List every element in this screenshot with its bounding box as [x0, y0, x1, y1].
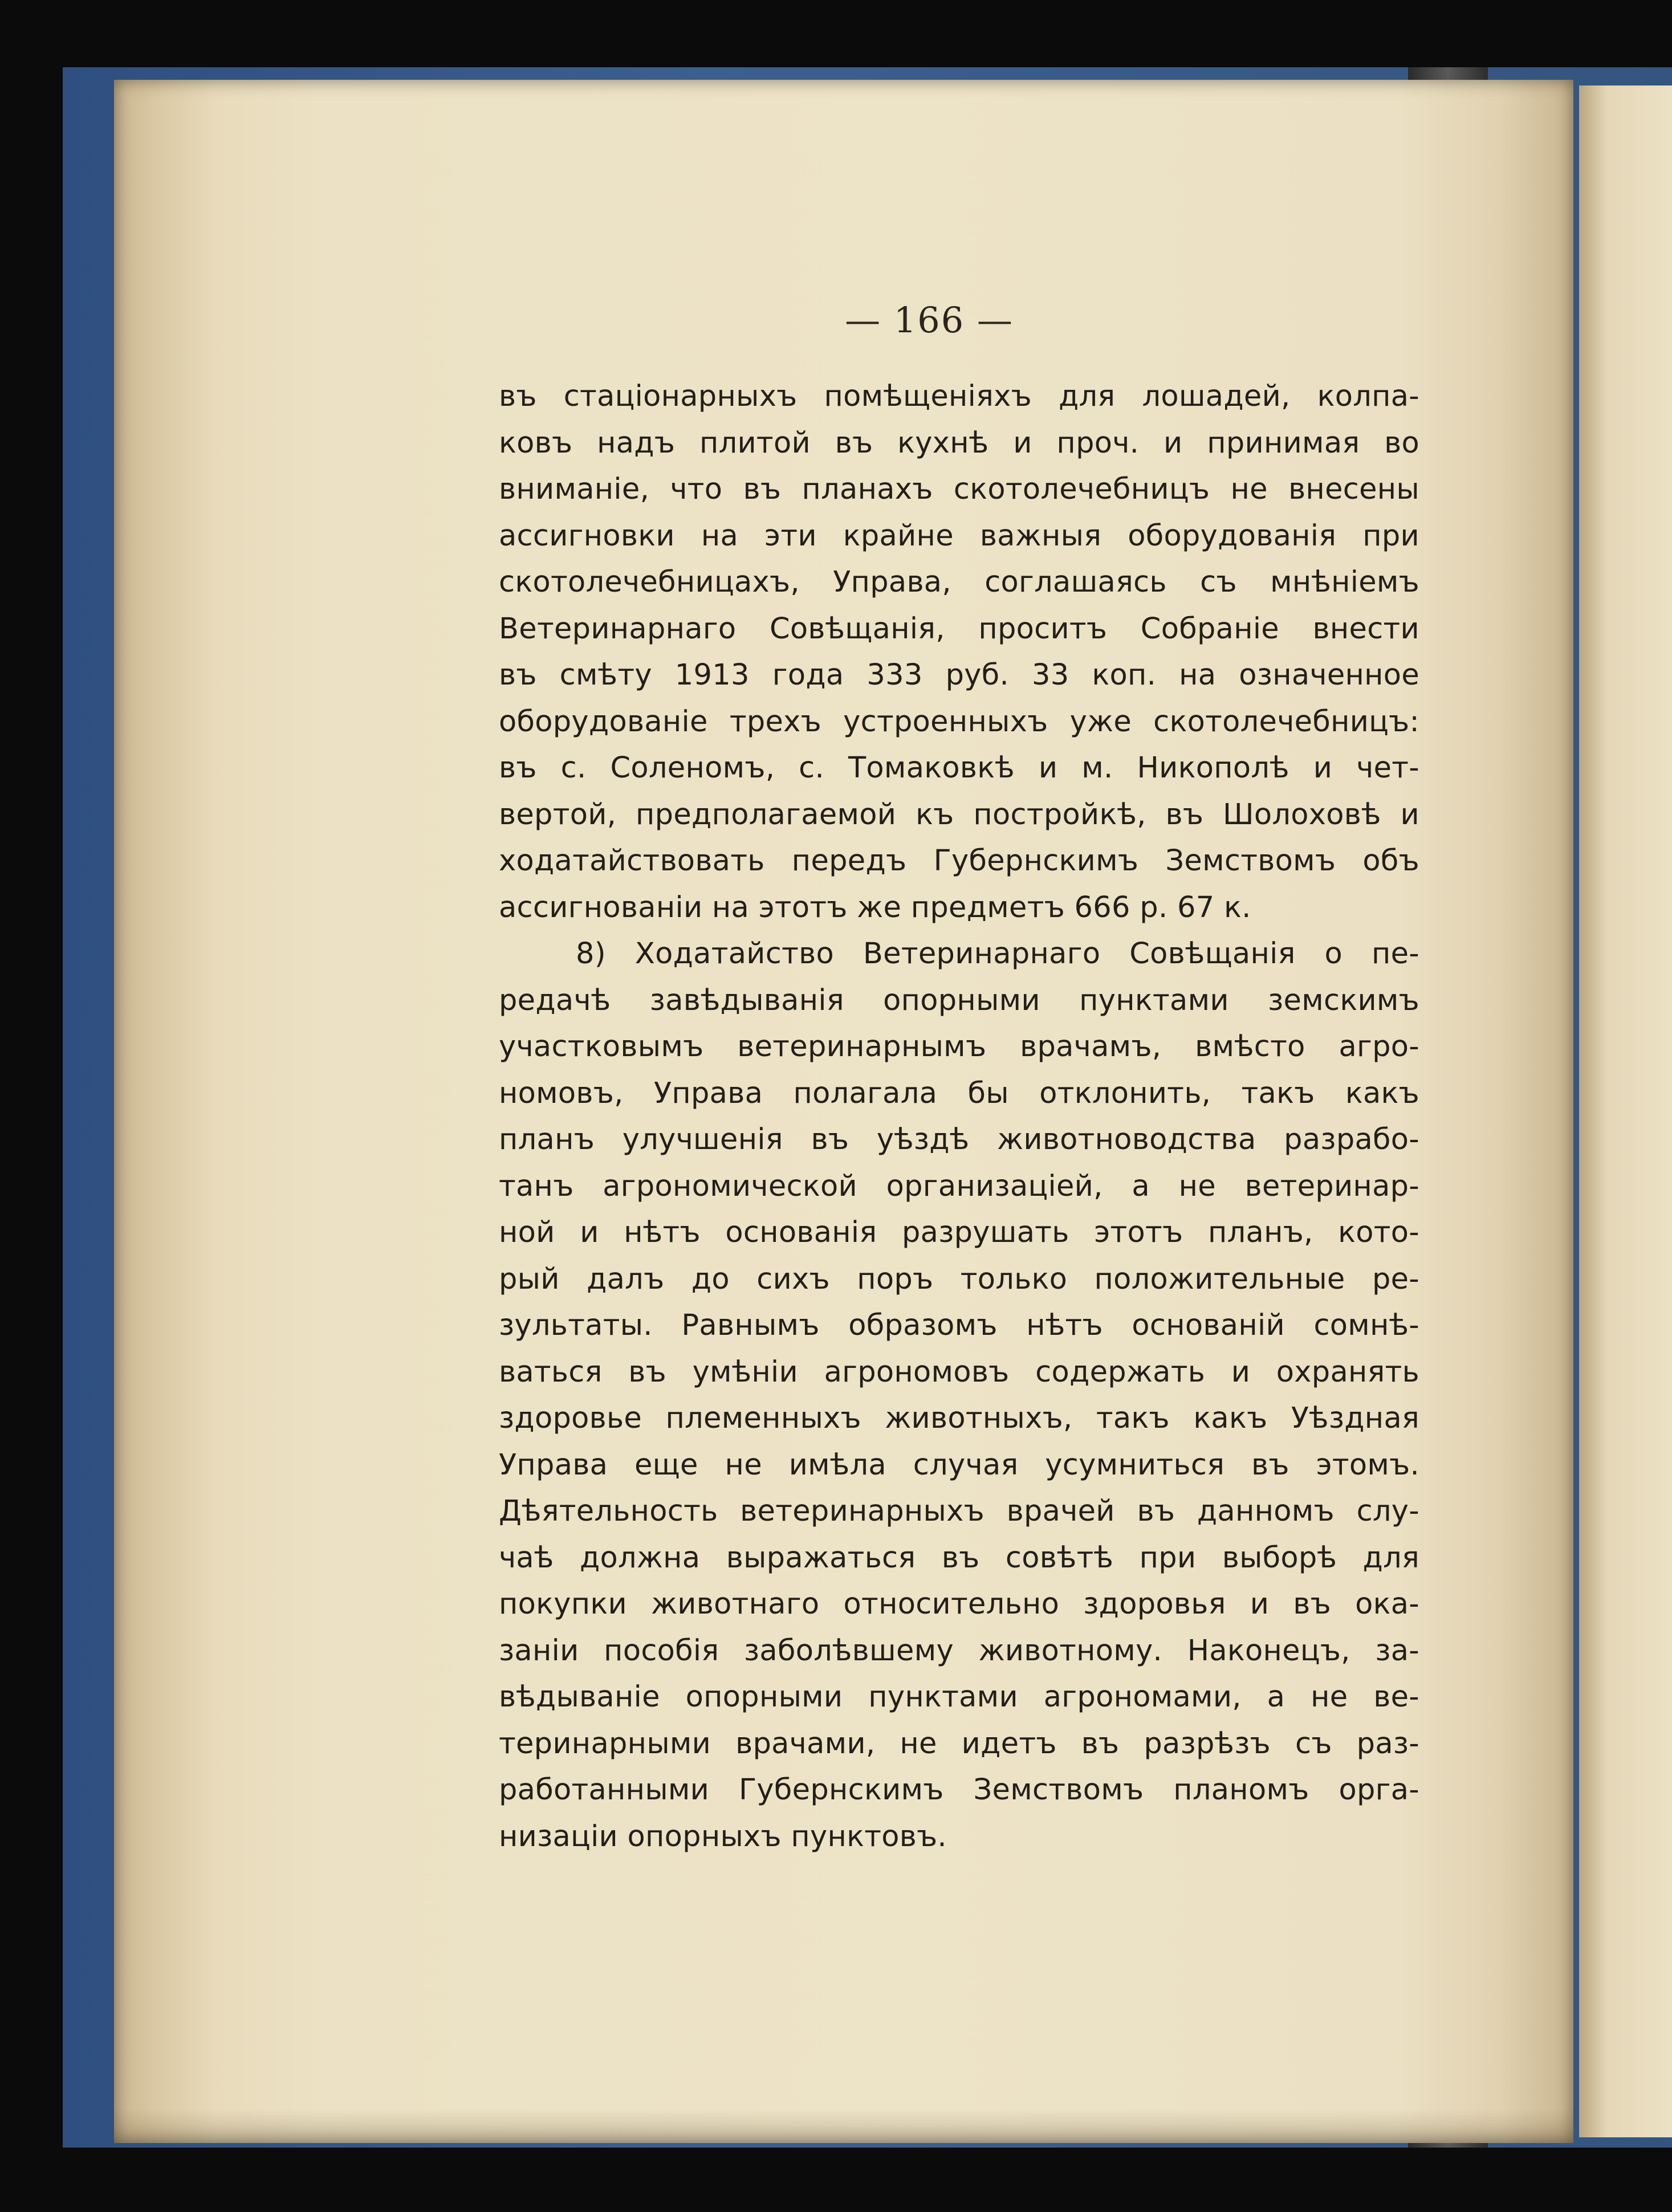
- text-line: вѣдываніе опорными пунктами агрономами, а не ве-: [499, 1680, 1419, 1714]
- text-line: Ветеринарнаго Совѣщанія, проситъ Собраніе внести: [499, 612, 1419, 646]
- paragraph-2: [499, 931, 1419, 1860]
- text-line: скотолечебницахъ, Управа, соглашаясь съ мнѣніемъ: [499, 565, 1419, 599]
- text-line: работанными Губернскимъ Земствомъ планомъ орга-: [499, 1773, 1419, 1807]
- text-line: заніи пособія заболѣвшему животному. Наконецъ, за-: [499, 1633, 1419, 1668]
- text-line: ассигнованіи на этотъ же предметъ 666 р. 67 к.: [499, 890, 1251, 924]
- paragraph-1: [499, 373, 1419, 931]
- text-line: ковъ надъ плитой въ кухнѣ и проч. и принимая во: [499, 426, 1419, 460]
- text-line: Управа еще не имѣла случая усумниться въ этомъ.: [499, 1448, 1419, 1482]
- text-line: 8) Ходатайство Ветеринарнаго Совѣщанія о пе-: [576, 937, 1419, 971]
- text-line: здоровье племенныхъ животныхъ, такъ какъ Уѣздная: [499, 1402, 1419, 1435]
- text-line: низаціи опорныхъ пунктовъ.: [499, 1819, 947, 1853]
- text-line: рый далъ до сихъ поръ только положительные ре-: [499, 1262, 1419, 1296]
- text-line: ной и нѣтъ основанія разрушать этотъ планъ, кото-: [499, 1216, 1419, 1249]
- text-line: чаѣ должна выражаться въ совѣтѣ при выборѣ для: [499, 1541, 1419, 1575]
- body-text: [499, 373, 1419, 1860]
- text-line: ходатайствовать передъ Губернскимъ Земствомъ объ: [499, 844, 1419, 878]
- text-line: вертой, предполагаемой къ постройкѣ, въ Шолоховѣ и: [499, 797, 1419, 832]
- text-line: въ стаціонарныхъ помѣщеніяхъ для лошадей, колпа-: [499, 380, 1419, 413]
- text-line: въ с. Соленомъ, с. Томаковкѣ и м. Никополѣ и чет-: [499, 751, 1419, 785]
- text-line: оборудованіе трехъ устроенныхъ уже скотолечебницъ:: [499, 704, 1419, 739]
- text-line: въ смѣту 1913 года 333 руб. 33 коп. на означенное: [499, 658, 1419, 692]
- text-line: ассигновки на эти крайне важныя оборудованія при: [499, 519, 1419, 553]
- page-number: — 166 —: [845, 299, 1014, 341]
- text-line: покупки животнаго относительно здоровья и въ ока-: [499, 1587, 1419, 1621]
- text-line: ваться въ умѣніи агрономовъ содержать и охранять: [499, 1355, 1419, 1389]
- page-bottom-shadow: [114, 2109, 1573, 2143]
- text-line: участковымъ ветеринарнымъ врачамъ, вмѣсто агро-: [499, 1030, 1419, 1064]
- text-line: номовъ, Управа полагала бы отклонить, такъ какъ: [499, 1076, 1419, 1110]
- text-line: редачѣ завѣдыванія опорными пунктами земскимъ: [499, 983, 1419, 1017]
- text-line: Дѣятельность ветеринарныхъ врачей въ данномъ слу-: [499, 1494, 1419, 1528]
- text-line: зультаты. Равнымъ образомъ нѣтъ основаній сомнѣ-: [499, 1309, 1419, 1342]
- text-line: планъ улучшенія въ уѣздѣ животноводства разрабо-: [499, 1123, 1419, 1156]
- text-line: вниманіе, что въ планахъ скотолечебницъ не внесены: [499, 472, 1419, 506]
- text-line: теринарными врачами, не идетъ въ разрѣзъ съ раз-: [499, 1726, 1419, 1761]
- text-line: танъ агрономической организаціей, а не ветеринар-: [499, 1169, 1419, 1203]
- adjacent-page-edge: [1579, 85, 1672, 2137]
